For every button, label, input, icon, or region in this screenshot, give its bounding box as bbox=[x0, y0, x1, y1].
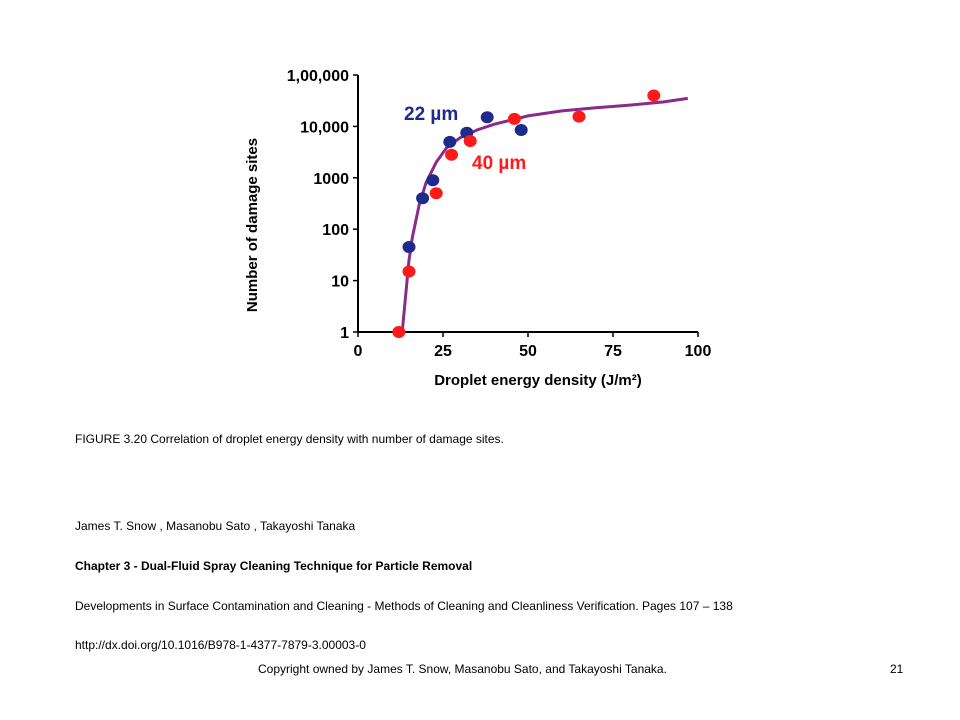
y-axis-label: Number of damage sites bbox=[244, 137, 261, 313]
y-tick-label: 1,00,000 bbox=[286, 68, 349, 85]
point-40um bbox=[403, 266, 416, 278]
x-tick-label: 100 bbox=[684, 343, 712, 360]
legend-22um: 22 µm bbox=[404, 104, 459, 125]
point-40um bbox=[573, 111, 586, 123]
point-22um bbox=[515, 124, 528, 136]
legend-40um: 40 µm bbox=[472, 153, 527, 174]
chart-points bbox=[392, 90, 660, 339]
reference-chapter: Chapter 3 - Dual-Fluid Spray Cleaning Technique for Particle Removal bbox=[75, 559, 473, 573]
page-number: 21 bbox=[890, 662, 904, 676]
point-40um bbox=[508, 113, 521, 125]
point-22um bbox=[426, 174, 439, 186]
y-tick-label: 1 bbox=[340, 325, 349, 342]
point-40um bbox=[392, 326, 405, 338]
y-tick-label: 10,000 bbox=[300, 119, 349, 137]
x-tick-label: 50 bbox=[519, 343, 537, 360]
point-40um bbox=[445, 149, 458, 161]
reference-doi[interactable]: http://dx.doi.org/10.1016/B978-1-4377-7879-3.00003-0 bbox=[75, 638, 366, 652]
reference-book: Developments in Surface Contamination and Cleaning - Methods of Cleaning and Cleanliness Verification. Pages 107 – 138 bbox=[75, 599, 733, 613]
point-40um bbox=[430, 187, 443, 199]
point-22um bbox=[416, 192, 429, 204]
point-22um bbox=[403, 241, 416, 253]
y-tick-label: 1000 bbox=[313, 170, 349, 188]
point-22um bbox=[443, 136, 456, 148]
y-tick-label: 10 bbox=[331, 273, 349, 291]
x-tick-label: 0 bbox=[353, 343, 363, 360]
y-tick-label: 100 bbox=[322, 222, 349, 240]
x-axis-label: Droplet energy density (J/m²) bbox=[434, 372, 642, 389]
x-tick-label: 75 bbox=[604, 343, 622, 360]
point-40um bbox=[464, 135, 477, 147]
fit-curve bbox=[402, 98, 688, 332]
point-40um bbox=[647, 90, 660, 102]
footer-copyright: Copyright owned by James T. Snow, Masanobu Sato, and Takayoshi Tanaka. bbox=[258, 662, 667, 676]
chart-ticks bbox=[287, 68, 712, 360]
point-22um bbox=[481, 111, 494, 123]
x-tick-label: 25 bbox=[434, 343, 452, 360]
figure-caption: FIGURE 3.20 Correlation of droplet energy density with number of damage sites. bbox=[75, 432, 504, 446]
reference-authors: James T. Snow , Masanobu Sato , Takayoshi Tanaka bbox=[75, 519, 356, 533]
damage-sites-chart bbox=[230, 55, 730, 400]
